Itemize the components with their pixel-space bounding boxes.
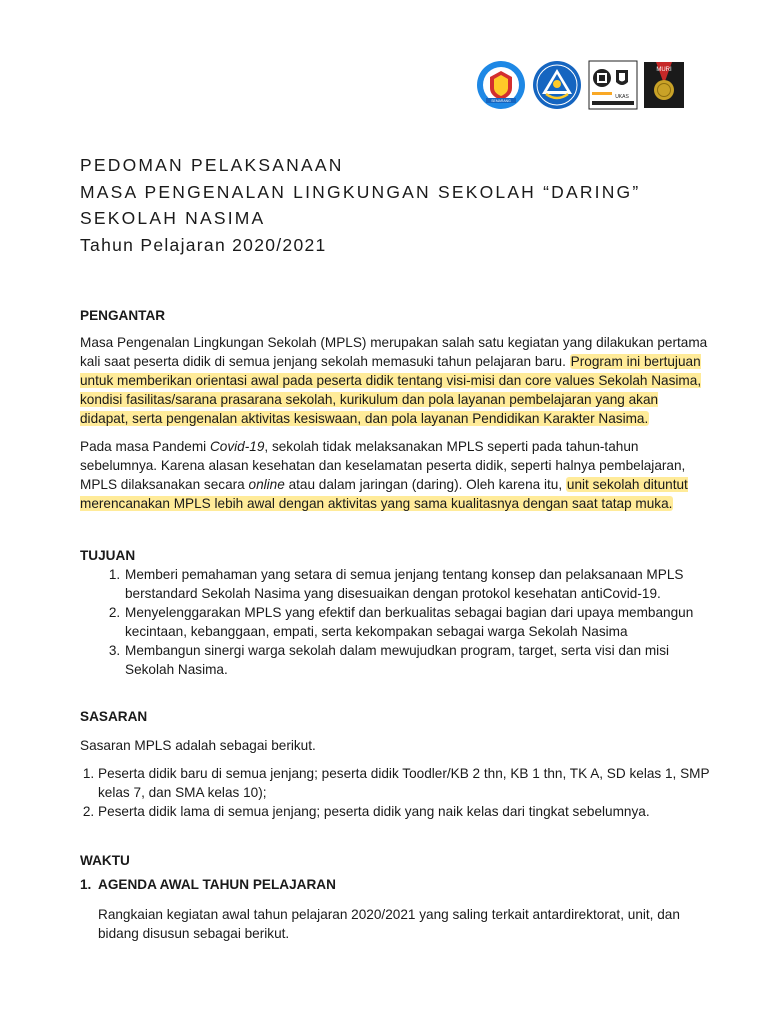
pengantar-heading: PENGANTAR — [80, 308, 166, 323]
list-item: 1. Memberi pemahaman yang setara di semua jenjang tentang konsep dan pelaksanaan MPLS berstandard Sekolah Nasima yang disesuaikan dengan protokol kesehatan antiCovid-19. — [124, 565, 710, 603]
waktu-subheading-text: AGENDA AWAL TAHUN PELAJARAN — [98, 877, 336, 892]
waktu-subheading — [80, 875, 710, 894]
list-item: 2. Menyelenggarakan MPLS yang efektif dan berkualitas sebagai bagian dari upaya membangun kecintaan, kebanggaan, empati, serta kekompakan sebagai warga Sekolah Nasima — [124, 603, 710, 641]
pengantar-p2-italic-covid: Covid-19 — [209, 439, 265, 454]
title-line-4: Tahun Pelajaran 2020/2021 — [80, 234, 327, 255]
pengantar-paragraph-1 — [80, 333, 710, 428]
section-sasaran — [80, 707, 710, 821]
pengantar-p2-text-c: atau dalam jaringan (daring). Oleh karena itu, — [284, 477, 566, 492]
pengantar-p2-text-a: Pada masa Pandemi — [80, 439, 210, 454]
ukas-text: UKAS — [615, 94, 629, 100]
tujuan-heading: TUJUAN — [80, 548, 136, 563]
document-title — [80, 152, 640, 258]
tut-wuri-handayani-icon — [532, 60, 582, 110]
pengantar-p2-italic-online: online — [248, 477, 285, 492]
waktu-subheading-number: 1. — [80, 877, 92, 892]
list-item: 2. Peserta didik lama di semua jenjang; peserta didik yang naik kelas dari tingkat sebelumnya. — [98, 802, 710, 821]
section-waktu — [80, 851, 710, 943]
section-tujuan — [80, 546, 710, 679]
ukas-certification-icon — [588, 60, 638, 110]
sasaran-heading: SASARAN — [80, 709, 148, 724]
pengantar-paragraph-2 — [80, 437, 710, 513]
pengantar-p2-text-b: , sekolah tidak melaksanakan MPLS seperti pada tahun-tahun sebelumnya. Karena alasan kesehatan dan keselamatan peserta didik, seperti halnya pembelajaran, MPLS dilaksanakan secara — [80, 439, 686, 492]
pengantar-p1-highlight: Program ini bertujuan untuk memberikan orientasi awal pada peserta didik tentang visi-misi dan core values Sekolah Nasima, kondisi fasilitas/sarana prasarana sekolah, kurikulum dan pola layanan pembelajaran yang akan didapat, serta pengenalan aktivitas kesiswaan, dan pola layanan Pendidikan Karakter Nasima. — [80, 354, 702, 426]
muri-award-icon — [644, 62, 684, 108]
tujuan-list — [80, 565, 710, 679]
title-line-2: MASA PENGENALAN LINGKUNGAN SEKOLAH “DARING” — [80, 181, 641, 202]
list-item: 1. Peserta didik baru di semua jenjang; peserta didik Toodler/KB 2 thn, KB 1 thn, TK A, SD kelas 1, SMP kelas 7, dan SMA kelas 10); — [98, 764, 710, 802]
title-line-1: PEDOMAN PELAKSANAAN — [80, 155, 344, 175]
pengantar-p2-highlight: unit sekolah dituntut merencanakan MPLS lebih awal dengan aktivitas yang sama kualitasnya dengan saat tatap muka. — [80, 477, 688, 511]
waktu-paragraph: Rangkaian kegiatan awal tahun pelajaran 2020/2021 yang saling terkait antardirektorat, unit, dan bidang disusun sebagai berikut. — [98, 907, 680, 941]
document-body — [80, 306, 710, 943]
sasaran-intro: Sasaran MPLS adalah sebagai berikut. — [80, 738, 316, 753]
sasaran-list — [80, 764, 710, 821]
crest-text: SEMARANG — [491, 99, 511, 103]
waktu-heading: WAKTU — [80, 853, 130, 868]
title-line-3: SEKOLAH NASIMA — [80, 208, 266, 228]
section-pengantar — [80, 306, 710, 513]
school-crest-icon — [476, 60, 526, 110]
pengantar-p1-text: Masa Pengenalan Lingkungan Sekolah (MPLS) merupakan salah satu kegiatan yang dilakukan pertama kali saat peserta didik di semua jenjang sekolah memasuki tahun pelajaran baru. — [80, 335, 708, 369]
muri-text: MURI — [656, 67, 672, 73]
header-logos — [476, 60, 684, 110]
list-item: 3. Membangun sinergi warga sekolah dalam mewujudkan program, target, serta visi dan misi Sekolah Nasima. — [124, 641, 710, 679]
